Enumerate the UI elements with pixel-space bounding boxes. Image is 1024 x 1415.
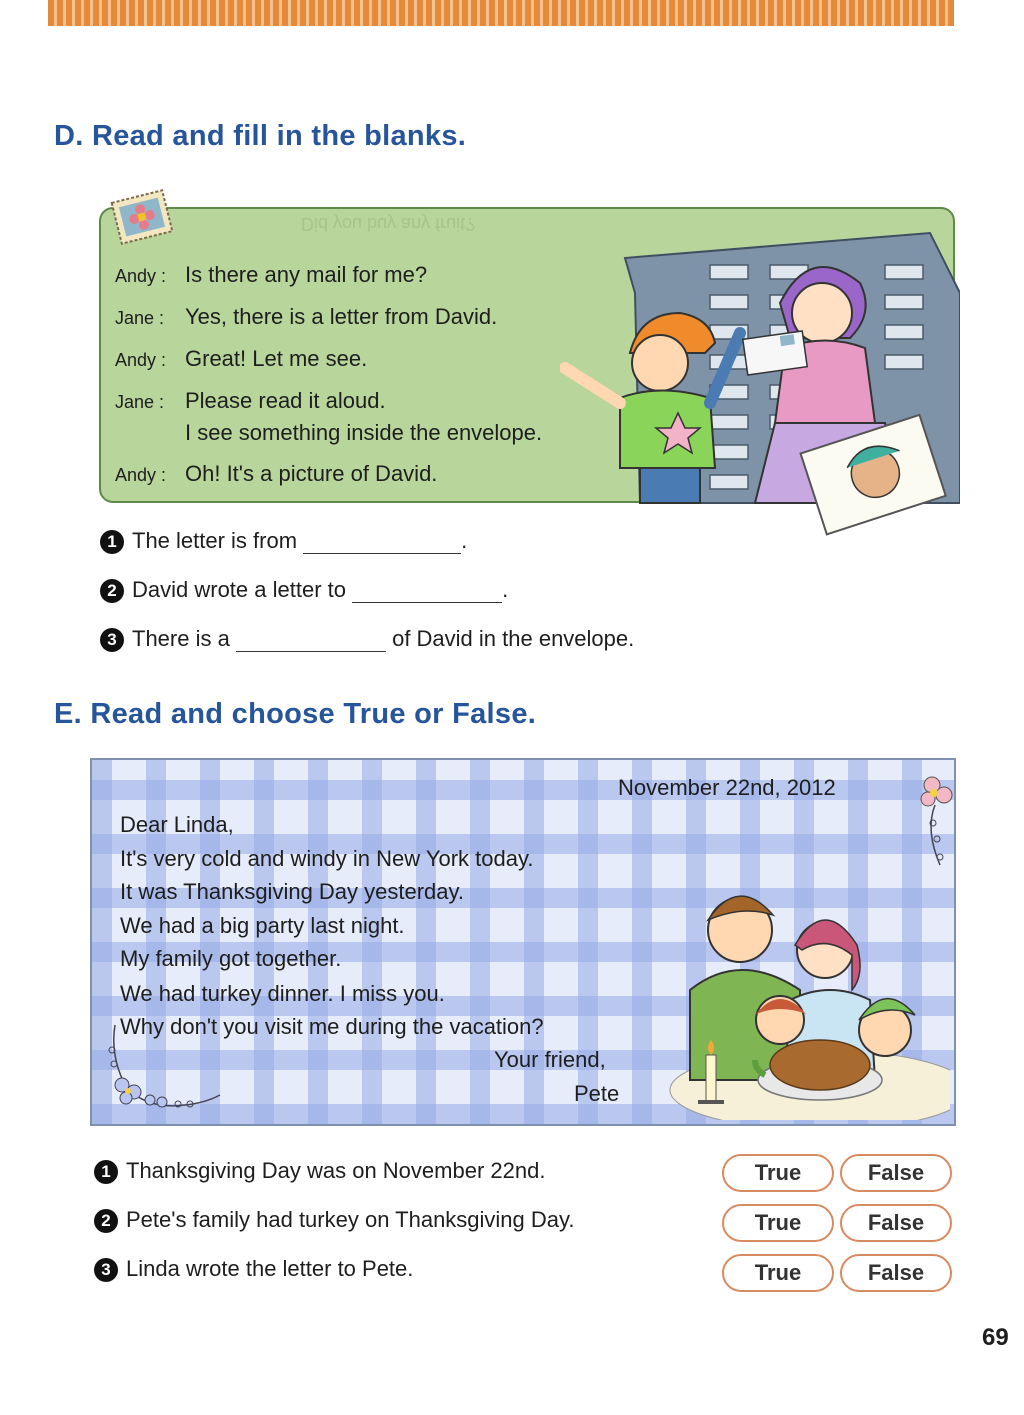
dialog-line: Jane : Yes, there is a letter from David.	[115, 304, 498, 329]
fill-question: 2 David wrote a letter to .	[100, 577, 508, 603]
dialog-line: Andy : Is there any mail for me?	[115, 262, 428, 287]
question-number-badge: 3	[100, 628, 124, 652]
answer-blank[interactable]	[236, 631, 386, 652]
family-dinner-illustration	[640, 880, 950, 1120]
false-option[interactable]: False	[840, 1204, 952, 1242]
letter-signature: Pete	[574, 1081, 620, 1106]
ghost-text: Did you buy any fruit?	[301, 214, 476, 234]
letter-date: November 22nd, 2012	[618, 775, 836, 800]
section-d-title: D. Read and fill in the blanks.	[54, 120, 467, 152]
question-number-badge: 3	[94, 1258, 118, 1282]
true-option[interactable]: True	[722, 1154, 834, 1192]
answer-blank[interactable]	[352, 582, 502, 603]
tf-question: 3 Linda wrote the letter to Pete.	[94, 1256, 413, 1282]
question-number-badge: 2	[100, 579, 124, 603]
page-number: 69	[982, 1324, 1009, 1351]
section-e-title: E. Read and choose True or False.	[54, 698, 537, 730]
question-number-badge: 1	[100, 530, 124, 554]
floral-decoration-icon	[100, 1020, 230, 1115]
letter-body-line: My family got together.	[120, 946, 342, 971]
fill-question: 1 The letter is from .	[100, 528, 467, 554]
letter-closing: Your friend,	[494, 1047, 606, 1072]
question-number-badge: 2	[94, 1209, 118, 1233]
question-number-badge: 1	[94, 1160, 118, 1184]
floral-decoration-icon	[880, 765, 956, 875]
false-option[interactable]: False	[840, 1154, 952, 1192]
dialog-line: I see something inside the envelope.	[185, 420, 543, 445]
true-option[interactable]: True	[722, 1254, 834, 1292]
dialog-line: Andy : Oh! It's a picture of David.	[115, 461, 438, 486]
letter-greeting: Dear Linda,	[120, 812, 234, 837]
dialog-line: Andy : Great! Let me see.	[115, 346, 368, 371]
top-decorative-stripe	[48, 0, 954, 26]
stamp-icon	[104, 188, 180, 246]
letter-body-line: We had turkey dinner. I miss you.	[120, 981, 445, 1006]
dialog-line: Jane : Please read it aloud.	[115, 388, 386, 413]
letter-body-line: It's very cold and windy in New York today.	[120, 846, 534, 871]
letter-body-line: Why don't you visit me during the vacation?	[120, 1014, 544, 1039]
true-option[interactable]: True	[722, 1204, 834, 1242]
answer-blank[interactable]	[303, 533, 461, 554]
mailroom-illustration	[560, 213, 960, 543]
false-option[interactable]: False	[840, 1254, 952, 1292]
fill-question: 3 There is a of David in the envelope.	[100, 626, 634, 652]
letter-body-line: It was Thanksgiving Day yesterday.	[120, 879, 465, 904]
tf-question: 2 Pete's family had turkey on Thanksgiving Day.	[94, 1207, 575, 1233]
tf-question: 1 Thanksgiving Day was on November 22nd.	[94, 1158, 545, 1184]
letter-body-line: We had a big party last night.	[120, 913, 405, 938]
